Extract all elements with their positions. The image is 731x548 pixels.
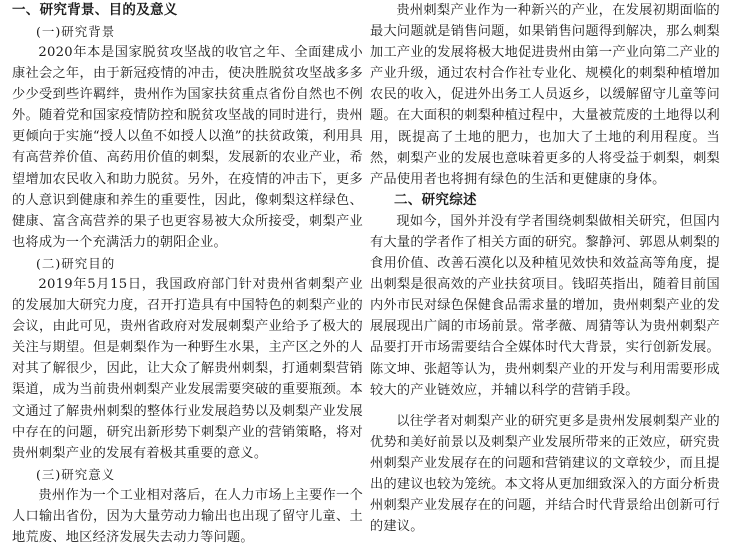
subheading-research-purpose: (二)研究目的 (36, 255, 116, 271)
section-heading-literature-review: 二、研究综述 (394, 191, 477, 208)
paragraph-research-significance: 贵州作为一个工业相对落后，在人力市场上主要作一个人口输出省份，因为大量劳动力输出也出现了留守儿童、土地荒废、地区经济发展失去动力等问题。 (12, 487, 363, 545)
paragraph-research-purpose: 2019年5月15日，我国政府部门针对贵州省刺梨产业的发展加大研究力度，召开打造具有中国特色的刺梨产业的会议，由此可见，贵州省政府对发展刺梨产业给予了极大的关注与期望。但是刺梨作为一种野生水果，主产区之外的人对其了解很少，因此，让大众了解贵州刺梨，打通刺梨营销渠道，成为当前贵州刺梨产业发展需要突破的重要瓶颈。本文通过了解贵州刺梨的整体行业发展趋势以及刺梨产业发展中存在的问题，研究出新形势下刺梨产业的营销策略，将对贵州刺梨产业的发展有着极其重要的意义。 (12, 276, 363, 461)
paragraph-research-background: 2020年本是国家脱贫攻坚战的收官之年、全面建成小康社会之年，由于新冠疫情的冲击，使决胜脱贫攻坚战多多少少受到些许羁绊，贵州作为国家扶贫重点省份自然也不例外。随着党和国家疫情防控和脱贫攻坚战的同时进行，贵州更倾向于实施“授人以鱼不如授人以渔”的扶贫政策，利用具有高营养价值、高药用价值的刺梨，发展新的农业产业，希望增加农民收入和助力脱贫。另外，在疫情的冲击下，更多的人意识到健康和养生的重要性，因此，像刺梨这样绿色、健康、富含高营养的果子也更容易被大众所接受，刺梨产业也将成为一个充满活力的朝阳企业。 (12, 45, 363, 250)
right-column (370, 0, 720, 537)
paragraph-literature-summary: 以往学者对刺梨产业的研究更多是贵州发展刺梨产业的优势和美好前景以及刺梨产业发展所带来的正效应，研究贵州刺梨产业发展存在的问题和营销建议的文章较少，而且提出的建议也较为笼统。本文将从更加细致深入的方面分析贵州刺梨产业发展存在的问题，并结合时代背景给出创新可行的建议。 (370, 413, 720, 535)
left-column (12, 0, 363, 548)
section-heading-background: 一、研究背景、目的及意义 (12, 2, 178, 18)
paragraph-literature-review: 现如今，国外并没有学者围绕刺梨做相关研究，但国内有大量的学者作了相关方面的研究。黎静河、郭恩从刺梨的食用价值、改善石漠化以及种植见效快和效益高等角度，提出刺梨是很高效的产业扶贫项目。钱昭英指出，随着目前国内外市民对绿色保健食品需求量的增加，贵州刺梨产业的发展展现出广阔的市场前景。常孝薇、周猜等认为贵州刺梨产品要打开市场需要结合全媒体时代大背景，实行创新发展。陈文坤、张超等认为，贵州刺梨产业的开发与利用需要形成较大的产业链效应，并辅以科学的营销手段。 (370, 213, 720, 398)
subheading-research-background: (一)研究背景 (36, 24, 116, 39)
paragraph-significance-continued: 贵州刺梨产业作为一种新兴的产业，在发展初期面临的最大问题就是销售问题，如果销售问题得到解决，那么刺梨加工产业的发展将极大地促进贵州由第一产业向第二产业的产业升级，通过农村合作社专业化、规模化的刺梨种植增加农民的收入，促进外出务工人员返乡，以缓解留守儿童等问题。在大面积的刺梨种植过程中，大量被荒废的土地得以利用，既提高了土地的肥力，也加大了土地的利用程度。当然，刺梨产业的发展也意味着更多的人将受益于刺梨，刺梨产品使用者也将拥有绿色的生活和更健康的身体。 (370, 3, 720, 187)
subheading-research-significance: (三)研究意义 (36, 466, 116, 482)
